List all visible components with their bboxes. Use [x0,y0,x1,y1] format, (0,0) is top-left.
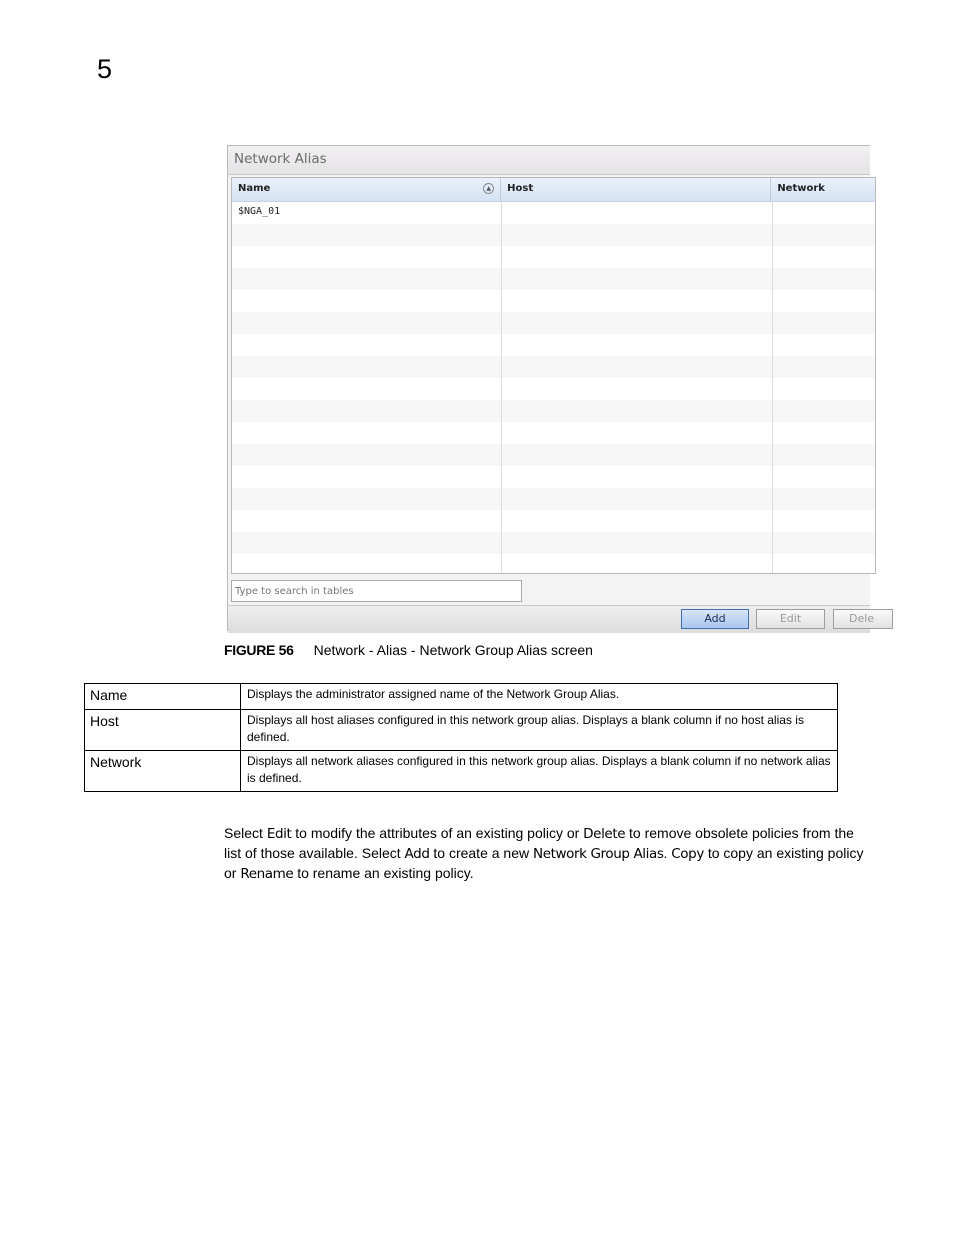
text-run: . [663,845,672,861]
column-header-network[interactable]: Network [777,183,825,194]
table-row [85,751,838,792]
column-divider [501,202,502,573]
cell-name: $NGA_01 [238,206,281,217]
column-header-name[interactable] [232,178,501,201]
edit-button[interactable]: Edit [756,609,825,629]
column-divider [772,202,773,573]
term-add: Add [404,846,430,862]
text-run: to create a new [429,845,533,861]
table-row-empty [232,400,875,422]
field-description-table [84,683,838,792]
table-header [232,178,875,202]
table-row-empty [232,312,875,334]
table-row-empty [232,246,875,268]
table-row-empty [232,422,875,444]
table-body [232,202,875,573]
table-row[interactable] [232,202,875,224]
field-term: Host [85,710,241,751]
add-button[interactable]: Add [681,609,749,629]
table-search-input[interactable] [231,580,522,602]
field-term: Name [85,684,241,710]
figure-caption [224,642,593,658]
instruction-paragraph [224,824,874,884]
table-row-empty [232,466,875,488]
table-row-empty [232,532,875,554]
text-run: to modify the attributes of an existing policy or [291,825,584,841]
field-description: Displays all network aliases configured in this network group alias. Displays a blank column if no network alias is defined. [241,751,838,792]
table-row-empty [232,268,875,290]
figure-label: FIGURE 56 [224,642,294,658]
chapter-number: 5 [97,54,113,84]
table-row-empty [232,290,875,312]
table-row-empty [232,444,875,466]
field-term: Network [85,751,241,792]
sort-ascending-icon[interactable]: ▲ [483,183,494,194]
column-header-label: Name [238,183,271,194]
field-description: Displays the administrator assigned name of the Network Group Alias. [241,684,838,710]
term-edit: Edit [266,826,292,842]
table-row-empty [232,334,875,356]
panel-title: Network Alias [228,146,870,175]
table-row-empty [232,554,875,576]
network-alias-screenshot [227,145,875,631]
table-row [85,710,838,751]
table-row-empty [232,488,875,510]
button-bar [228,605,875,633]
text-run: to remove obsolete policies from the list of those available. Select [224,825,854,861]
text-run: to rename an existing policy. [293,865,474,881]
table-row-empty [232,510,875,532]
delete-button[interactable]: Dele [833,609,893,629]
term-network-group-alias: Network Group Alias [533,846,664,862]
text-run: Select [224,825,267,841]
figure-title: Network - Alias - Network Group Alias screen [313,642,593,658]
table-row-empty [232,356,875,378]
alias-table [231,177,876,574]
term-copy: Copy [671,846,704,862]
term-delete: Delete [583,826,626,842]
table-row [85,684,838,710]
column-header-host[interactable]: Host [501,178,771,201]
term-rename: Rename [240,866,294,882]
text-run: to copy an existing policy or [224,845,864,881]
table-row-empty [232,378,875,400]
field-description: Displays all host aliases configured in this network group alias. Displays a blank column if no host alias is defined. [241,710,838,751]
table-row-empty [232,224,875,246]
